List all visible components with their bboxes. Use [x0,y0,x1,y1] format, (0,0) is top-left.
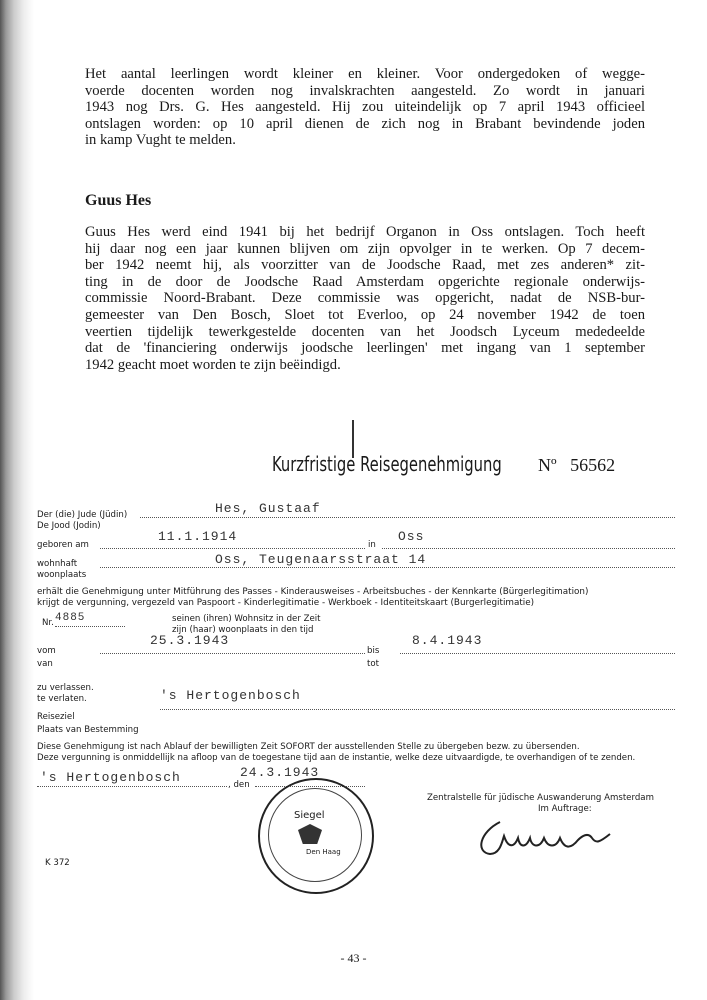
label-woonplaats: woonplaats [37,570,87,580]
field-to-date: 8.4.1943 [412,633,483,648]
form-number [538,455,615,476]
label-jood: De Jood (Jodin) [37,521,101,531]
scan-edge [0,0,34,1000]
label-wohnhaft: wohnhaft [37,559,78,569]
field-name: Hes, Gustaaf [215,501,321,516]
text-im-auftrage: Im Auftrage: [538,804,592,814]
form-code: K 372 [45,858,70,868]
text-line: commissie Noord-Brabant. Deze commissie was opgericht, nadat de NSB-bur- [85,290,645,307]
label-den: , den [228,780,250,790]
text-line: hij daar nog een jaar kunnen blijven om zijn opvolger in te werken. Op 7 decem- [85,240,645,257]
paragraph-guus-hes [85,224,645,373]
text-line: Het aantal leerlingen wordt kleiner en kleiner. Voor ondergedoken of wegge- [85,66,645,82]
label-bis: bis [367,646,380,656]
text-line: 1943 nog Drs. G. Hes aangesteld. Hij zou uiteindelijk op 7 april 1943 officieel [85,99,645,116]
field-birth-date: 11.1.1914 [158,529,238,544]
label-van: van [37,659,53,669]
field-address: Oss, Teugenaarsstraat 14 [215,552,427,567]
text-line: ontslagen worden: op 10 april dienen de zich nog in Brabant bevindende joden [85,115,645,132]
label-geboren: geboren am [37,540,89,550]
text-line: in kamp Vught te melden. [85,132,236,149]
number-prefix: Nº [538,455,557,475]
label-reiseziel: Reiseziel [37,712,75,722]
label-vom: vom [37,646,56,656]
label-tot: tot [367,659,379,669]
field-issue-date: 24.3.1943 [240,765,320,780]
page-number: - 43 - [340,951,367,965]
text-notice-de: Diese Genehmigung ist nach Ablauf der bewilligten Zeit SOFORT der ausstellenden Stelle zu übergeben bezw. zu übersenden. [37,742,580,752]
label-in: in [368,540,376,550]
text-verlaten: te verlaten. [37,694,87,704]
form-title: Kurzfristige Reisegenehmigung [272,452,502,476]
text-erhaelt: erhält die Genehmigung unter Mitführung des Passes - Kinderausweises - Arbeitsbuches - der Kennkarte (Bürgerlegitimation) [37,587,589,597]
field-destination: 's Hertogenbosch [160,688,301,703]
text-line: dat de 'financiering onderwijs joodsche leerlingen' met ingang van 1 september [85,340,645,357]
official-stamp: Siegel Den Haag [258,778,374,894]
text-line: gemeester van Den Bosch, Sloet tot Everloo, op 24 november 1942 de toen [85,306,645,323]
text-authority: Zentralstelle für jüdische Auswanderung Amsterdam [427,793,654,803]
label-bestemming: Plaats van Bestemming [37,725,139,735]
paragraph-intro [85,66,645,149]
label-jude: Der (die) Jude (Jüdin) [37,510,128,520]
text-line: 1942 geacht moet worden te zijn beëindigd. [85,356,341,373]
number-value: 56562 [570,455,616,475]
field-nr: 4885 [55,612,86,624]
text-line: veertien tijdelijk tewerkgestelde docenten van het Joodsch Lyceum mededeelde [85,323,645,340]
text-verlassen: zu verlassen. [37,683,94,693]
field-from-date: 25.3.1943 [150,633,230,648]
text-line: voerde docenten worden nog invalskrachten aangesteld. Zo wordt in januari [85,82,645,99]
field-birth-place: Oss [398,529,425,544]
text-wohnsitz-nl: zijn (haar) woonplaats in den tijd [172,625,314,635]
text-line: ber 1942 neemt hij, als voorzitter van de Joodsche Raad, met zes anderen* zit- [85,257,645,274]
text-krijgt: krijgt de vergunning, vergezeld van Paspoort - Kinderlegitimatie - Werkboek - Identiteitskaart (Burgerlegitimatie) [37,598,535,608]
text-notice-nl: Deze vergunning is onmiddellijk na afloop van de toegestane tijd aan de instantie, welke deze uitvaardigde, te overhandigen of te zenden. [37,753,636,763]
text-line: ting in de door de Joodsche Raad Amsterdam opgerichte regionale onderwijs- [85,273,645,290]
signature [470,812,640,862]
field-issue-place: 's Hertogenbosch [40,770,181,785]
label-nr: Nr. [42,618,54,628]
text-line: Guus Hes werd eind 1941 bij het bedrijf Organon in Oss ontslagen. Toch heeft [85,224,645,240]
text-wohnsitz-de: seinen (ihren) Wohnsitz in der Zeit [172,614,321,624]
section-heading: Guus Hes [85,192,152,209]
